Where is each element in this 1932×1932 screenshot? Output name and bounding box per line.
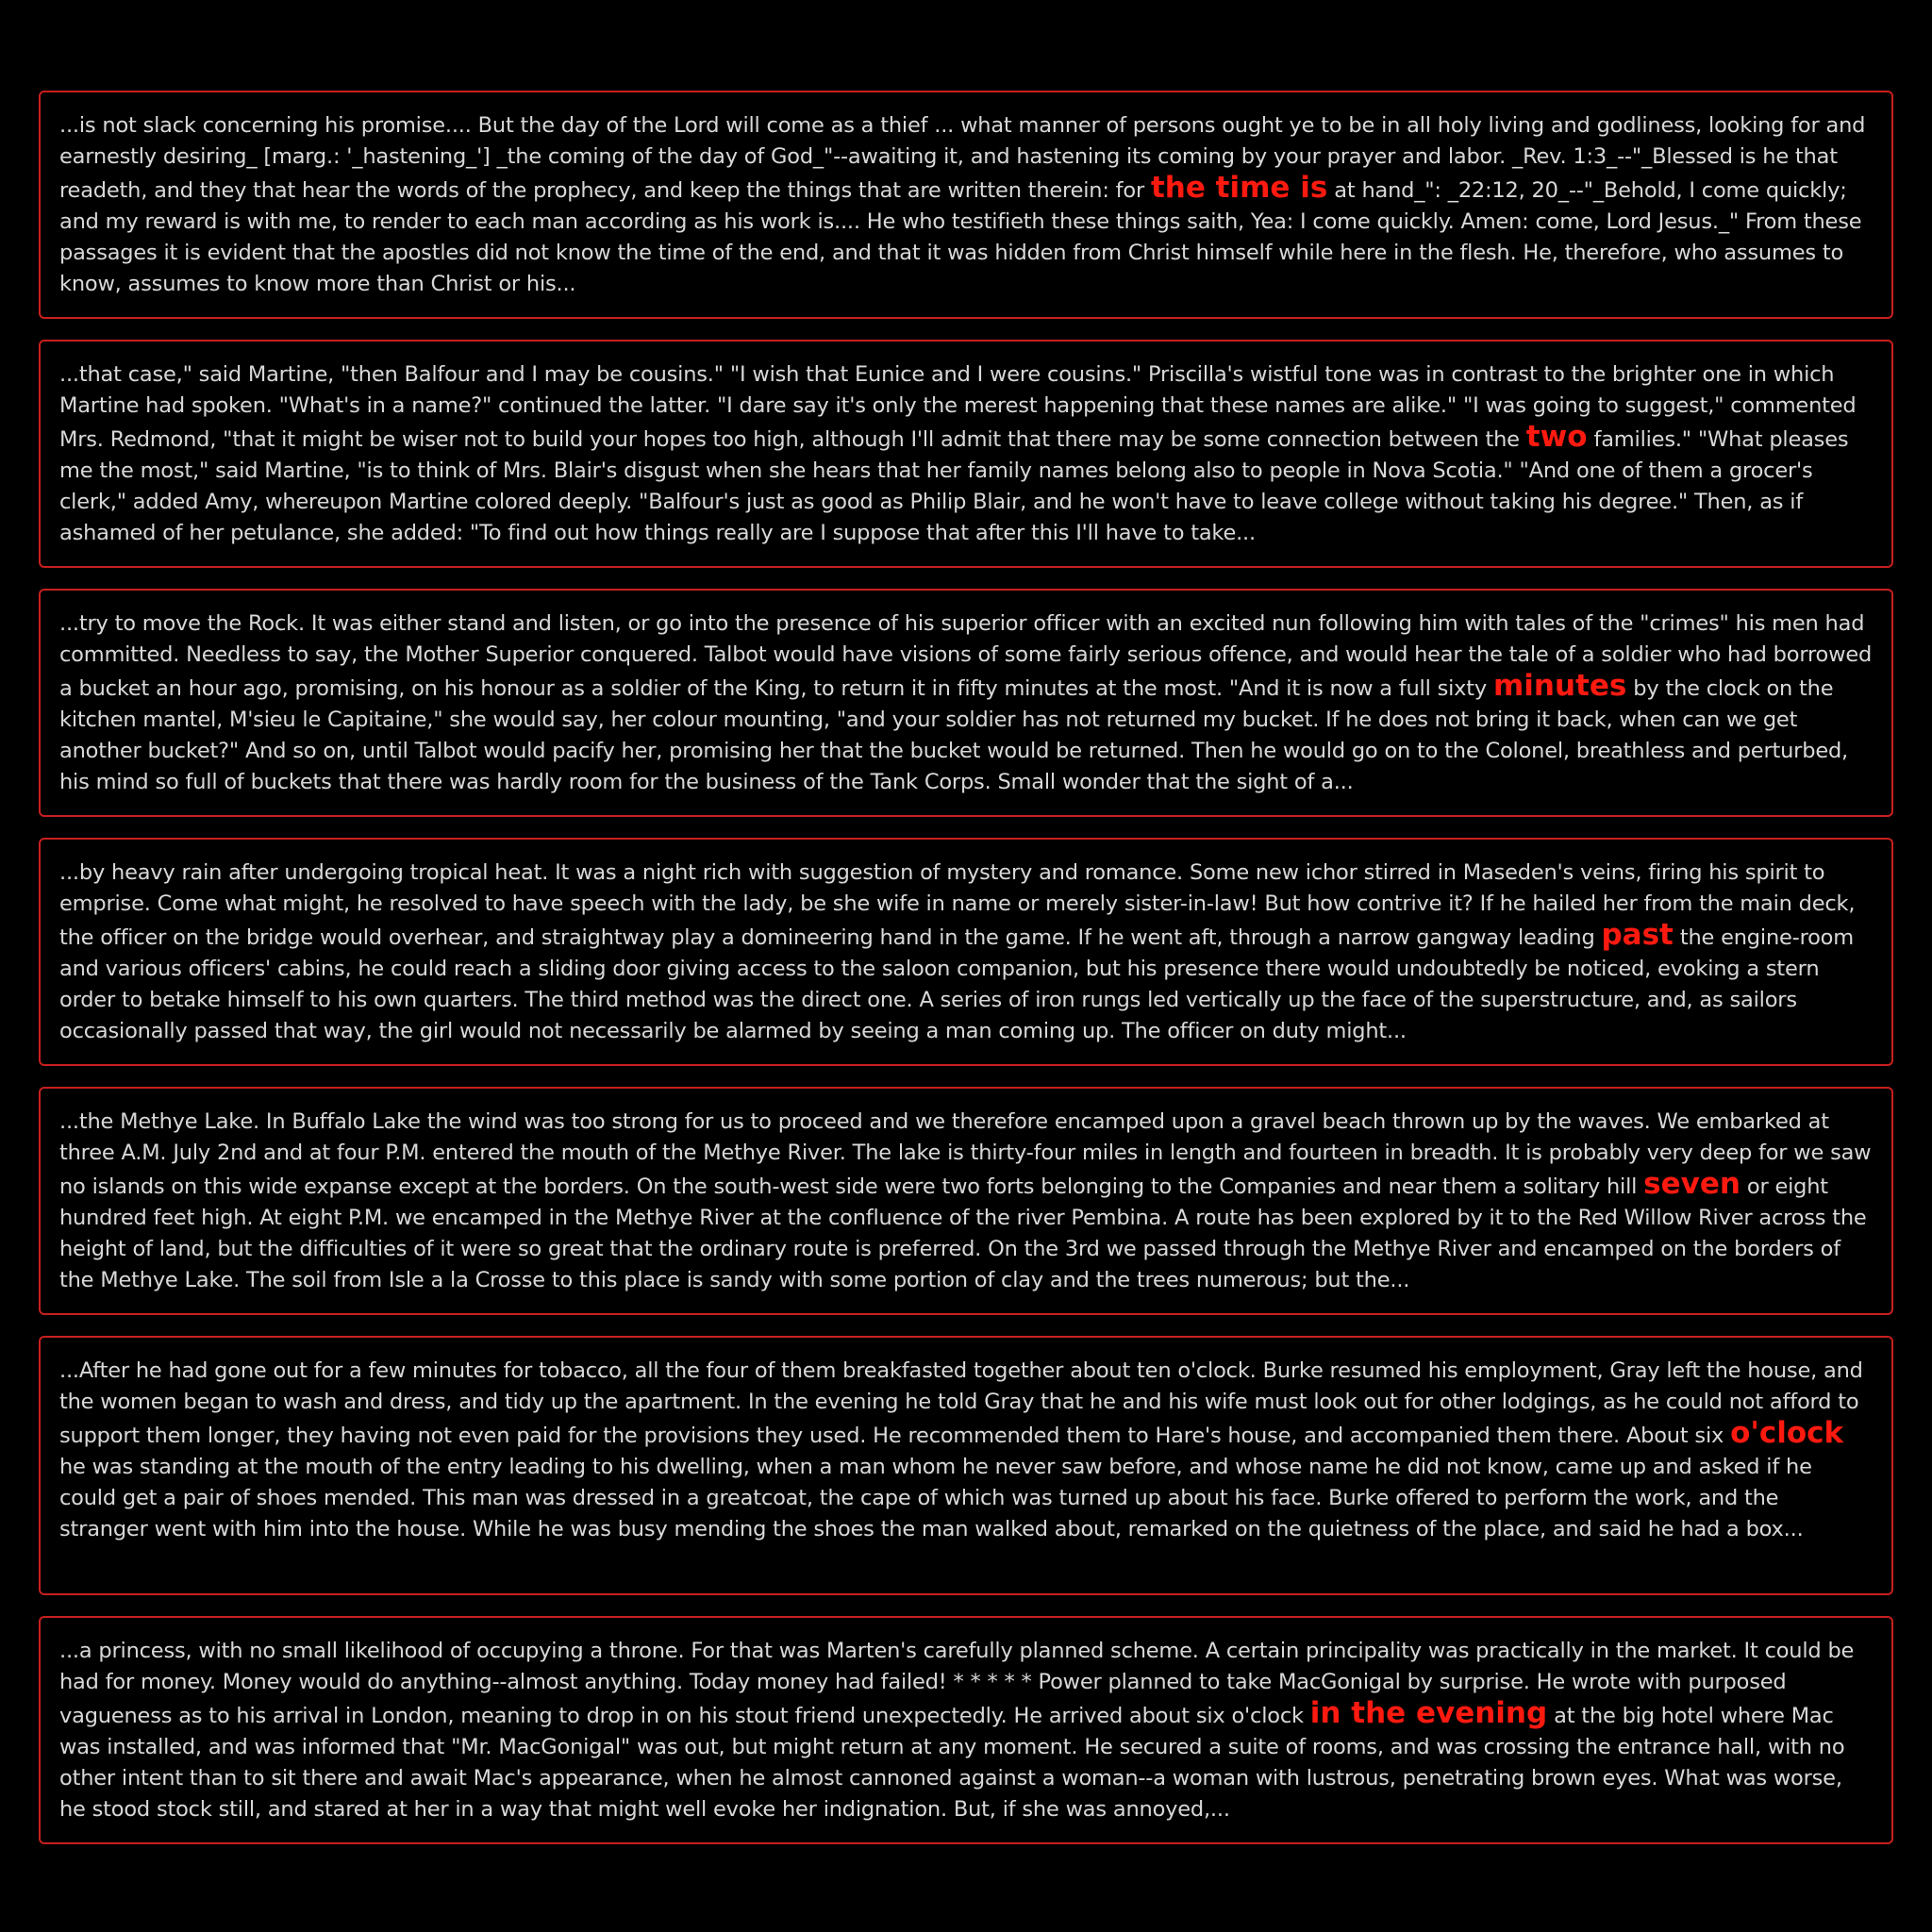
highlighted-phrase: minutes [1492,669,1627,703]
passage-text-after: at the big hotel where Mac was installed, and was informed that "Mr. MacGonigal" was out, but might return at any moment. He secured a suite of rooms, and was crossing the entrance hall, with no other intent than to sit there and await Mac's appearance, when he almost cannoned against a woman--a woman with lustrous, penetrating brown eyes. What was worse, he stood stock still, and stared at her in a way that might well evoke her indignation. But, if she was annoyed,... [59,1704,1845,1822]
passage-text-after: or eight hundred feet high. At eight P.M. we encamped in the Methye River at the confluence of the river Pembina. A route has been explored by it to the Red Willow River across the height of land, but the difficulties of it were so great that the ordinary route is preferred. On the 3rd we passed through the Methye River and encamped on the borders of the Methye Lake. The soil from Isle a la Crosse to this place is sandy with some portion of clay and the trees numerous; but the... [59,1174,1867,1292]
passage-text-before: ...a princess, with no small likelihood of occupying a throne. For that was Marten's carefully planned scheme. A certain principality was practically in the market. It could be had for money. Money would do anything--almost anything. Today money had failed! * * * * * Power planned to take MacGonigal by surprise. He wrote with purposed vagueness as to his arrival in London, meaning to drop in on his stout friend unexpectedly. He arrived about six o'clock [59,1639,1855,1728]
passage-card [39,1087,1893,1315]
passage-text-after: at hand_": _22:12, 20_--"_Behold, I come quickly; and my reward is with me, to render to each man according as his work is.... He who testifieth these things saith, Yea: I come quickly. Amen: come, Lord Jesus._" From these passages it is evident that the apostles did not know the time of the end, and that it was hidden from Christ himself while here in the flesh. He, therefore, who assumes to know, assumes to know more than Christ or his... [59,178,1862,296]
passage-text-after: by the clock on the kitchen mantel, M'sieu le Capitaine," she would say, her colour mounting, "and your soldier has not returned my bucket. If he does not bring it back, when can we get another bucket?" And so on, until Talbot would pacify her, promising her that the bucket would be returned. Then he would go on to the Colonel, breathless and perturbed, his mind so full of buckets that there was hardly room for the business of the Tank Corps. Small wonder that the sight of a... [59,676,1848,794]
passage-card [39,91,1893,319]
highlighted-phrase: o'clock [1730,1416,1844,1450]
passage-text-before: ...is not slack concerning his promise.... But the day of the Lord will come as a thief ... what manner of persons ought ye to be in all holy living and godliness, looking for and earnestly desiring_ [marg.: '_hastening_'] _the coming of the day of God_"--awaiting it, and hastening its coming by your prayer and labor. _Rev. 1:3_--"_Blessed is he that readeth, and they that hear the words of the prophecy, and keep the things that are written therein: for [59,113,1866,203]
passage-text-after: he was standing at the mouth of the entry leading to his dwelling, when a man whom he never saw before, and whose name he did not know, came up and asked if he could get a pair of shoes mended. This man was dressed in a greatcoat, the cape of which was turned up about his face. Burke offered to perform the work, and the stranger went with him into the house. While he was busy mending the shoes the man walked about, remarked on the quietness of the place, and said he had a box... [59,1455,1812,1541]
passage-list [39,91,1893,1865]
highlighted-phrase: the time is [1150,171,1328,205]
passage-text-before: ...the Methye Lake. In Buffalo Lake the wind was too strong for us to proceed and we therefore encamped upon a gravel beach thrown up by the waves. We embarked at three A.M. July 2nd and at four P.M. entered the mouth of the Methye River. The lake is thirty-four miles in length and fourteen in breadth. It is probably very deep for we saw no islands on this wide expanse except at the borders. On the south-west side were two forts belonging to the Companies and near them a solitary hill [59,1109,1872,1199]
passage-text-before: ...After he had gone out for a few minutes for tobacco, all the four of them breakfasted together about ten o'clock. Burke resumed his employment, Gray left the house, and the women began to wash and dress, and tidy up the apartment. In the evening he told Gray that he and his wife must look out for other lodgings, as he could not afford to support them longer, they having not even paid for the provisions they used. He recommended them to Hare's house, and accompanied them there. About six [59,1358,1863,1448]
passage-card [39,340,1893,568]
passage-card [39,1616,1893,1844]
passage-text-before: ...by heavy rain after undergoing tropical heat. It was a night rich with suggestion of mystery and romance. Some new ichor stirred in Maseden's veins, firing his spirit to emprise. Come what might, he resolved to have speech with the lady, be she wife in name or merely sister-in-law! But how contrive it? If he hailed her from the main deck, the officer on the bridge would overhear, and straightway play a domineering hand in the game. If he went aft, through a narrow gangway leading [59,860,1856,950]
passage-text-before: ...try to move the Rock. It was either stand and listen, or go into the presence of his superior officer with an excited nun following him with tales of the "crimes" his men had committed. Needless to say, the Mother Superior conquered. Talbot would have visions of some fairly serious offence, and would hear the tale of a soldier who had borrowed a bucket an hour ago, promising, on his honour as a soldier of the King, to return it in fifty minutes at the most. "And it is now a full sixty [59,611,1873,701]
highlighted-phrase: two [1525,420,1588,454]
highlighted-phrase: seven [1643,1167,1740,1201]
highlighted-phrase: in the evening [1309,1696,1548,1730]
passage-card [39,589,1893,817]
passage-text-after: the engine-room and various officers' cabins, he could reach a sliding door giving access to the saloon companion, but his presence there would undoubtedly be noticed, evoking a stern order to betake himself to his own quarters. The third method was the direct one. A series of iron rungs led vertically up the face of the superstructure, and, as sailors occasionally passed that way, the girl would not necessarily be alarmed by seeing a man coming up. The officer on duty might... [59,925,1854,1043]
passage-text-after: families." "What pleases me the most," said Martine, "is to think of Mrs. Blair's disgust when she hears that her family names belong also to people in Nova Scotia." "And one of them a grocer's clerk," added Amy, whereupon Martine colored deeply. "Balfour's just as good as Philip Blair, and he won't have to leave college without taking his degree." Then, as if ashamed of her petulance, she added: "To find out how things really are I suppose that after this I'll have to take... [59,427,1849,545]
passage-card [39,1336,1893,1595]
passage-text-before: ...that case," said Martine, "then Balfour and I may be cousins." "I wish that Eunice and I were cousins." Priscilla's wistful tone was in contrast to the brighter one in which Martine had spoken. "What's in a name?" continued the latter. "I dare say it's only the merest happening that these names are alike." "I was going to suggest," commented Mrs. Redmond, "that it might be wiser not to build your hopes too high, although I'll admit that there may be some connection between the [59,362,1857,452]
passage-card [39,838,1893,1066]
highlighted-phrase: past [1601,918,1674,952]
